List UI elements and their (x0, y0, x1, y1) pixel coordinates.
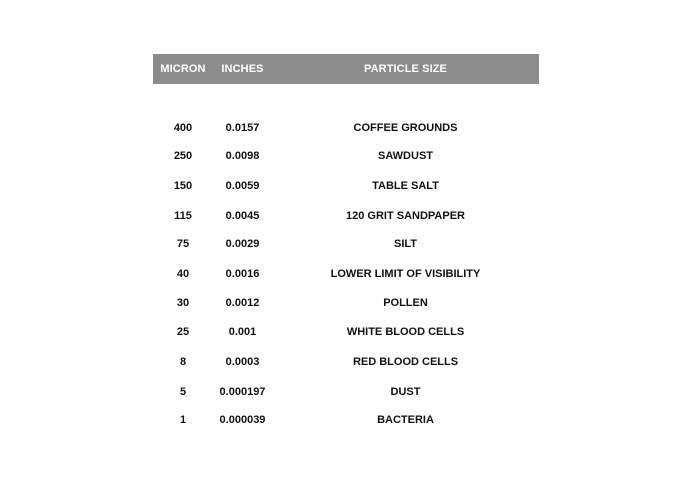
table-row (153, 208, 539, 224)
header-micron: MICRON (160, 63, 206, 75)
table-header (153, 54, 539, 84)
table-row (153, 236, 539, 252)
cell-micron: 40 (176, 268, 190, 280)
cell-inches: 0.0016 (225, 268, 260, 280)
header-inches: INCHES (221, 63, 264, 75)
cell-inches: 0.000039 (219, 414, 266, 426)
cell-micron: 75 (176, 238, 190, 250)
table-row (153, 120, 539, 136)
cell-inches: 0.0045 (225, 210, 260, 222)
cell-particle-size: DUST (390, 386, 421, 398)
cell-particle-size: POLLEN (383, 297, 428, 309)
cell-particle-size: SILT (393, 238, 417, 250)
cell-micron: 250 (173, 150, 193, 162)
particle-size-table (153, 54, 539, 426)
cell-particle-size: 120 GRIT SANDPAPER (346, 210, 465, 222)
cell-micron: 115 (174, 210, 192, 222)
cell-inches: 0.001 (228, 326, 257, 338)
cell-micron: 30 (176, 297, 190, 309)
cell-micron: 8 (179, 356, 187, 368)
cell-particle-size: BACTERIA (377, 414, 434, 426)
cell-particle-size: RED BLOOD CELLS (352, 356, 459, 368)
table-row (153, 324, 539, 340)
cell-particle-size: LOWER LIMIT OF VISIBILITY (330, 268, 481, 280)
cell-micron: 1 (179, 414, 187, 426)
cell-micron: 150 (173, 180, 193, 192)
table-row (153, 266, 539, 282)
cell-inches: 0.0003 (225, 356, 260, 368)
table-row (153, 178, 539, 194)
cell-micron: 25 (176, 326, 190, 338)
header-particle-size: PARTICLE SIZE (364, 63, 447, 75)
cell-particle-size: COFFEE GROUNDS (353, 122, 458, 134)
table-row (153, 412, 539, 428)
cell-inches: 0.0029 (225, 238, 260, 250)
table-row (153, 384, 539, 400)
cell-inches: 0.0098 (225, 150, 260, 162)
cell-particle-size: SAWDUST (378, 150, 433, 162)
cell-particle-size: TABLE SALT (372, 180, 439, 192)
table-row (153, 295, 539, 311)
table-row (153, 148, 539, 164)
cell-micron: 5 (179, 386, 187, 398)
cell-inches: 0.0157 (225, 122, 260, 134)
cell-inches: 0.0059 (225, 180, 260, 192)
cell-inches: 0.000197 (219, 386, 266, 398)
table-row (153, 354, 539, 370)
cell-micron: 400 (173, 122, 193, 134)
cell-particle-size: WHITE BLOOD CELLS (346, 326, 465, 338)
cell-inches: 0.0012 (225, 297, 260, 309)
